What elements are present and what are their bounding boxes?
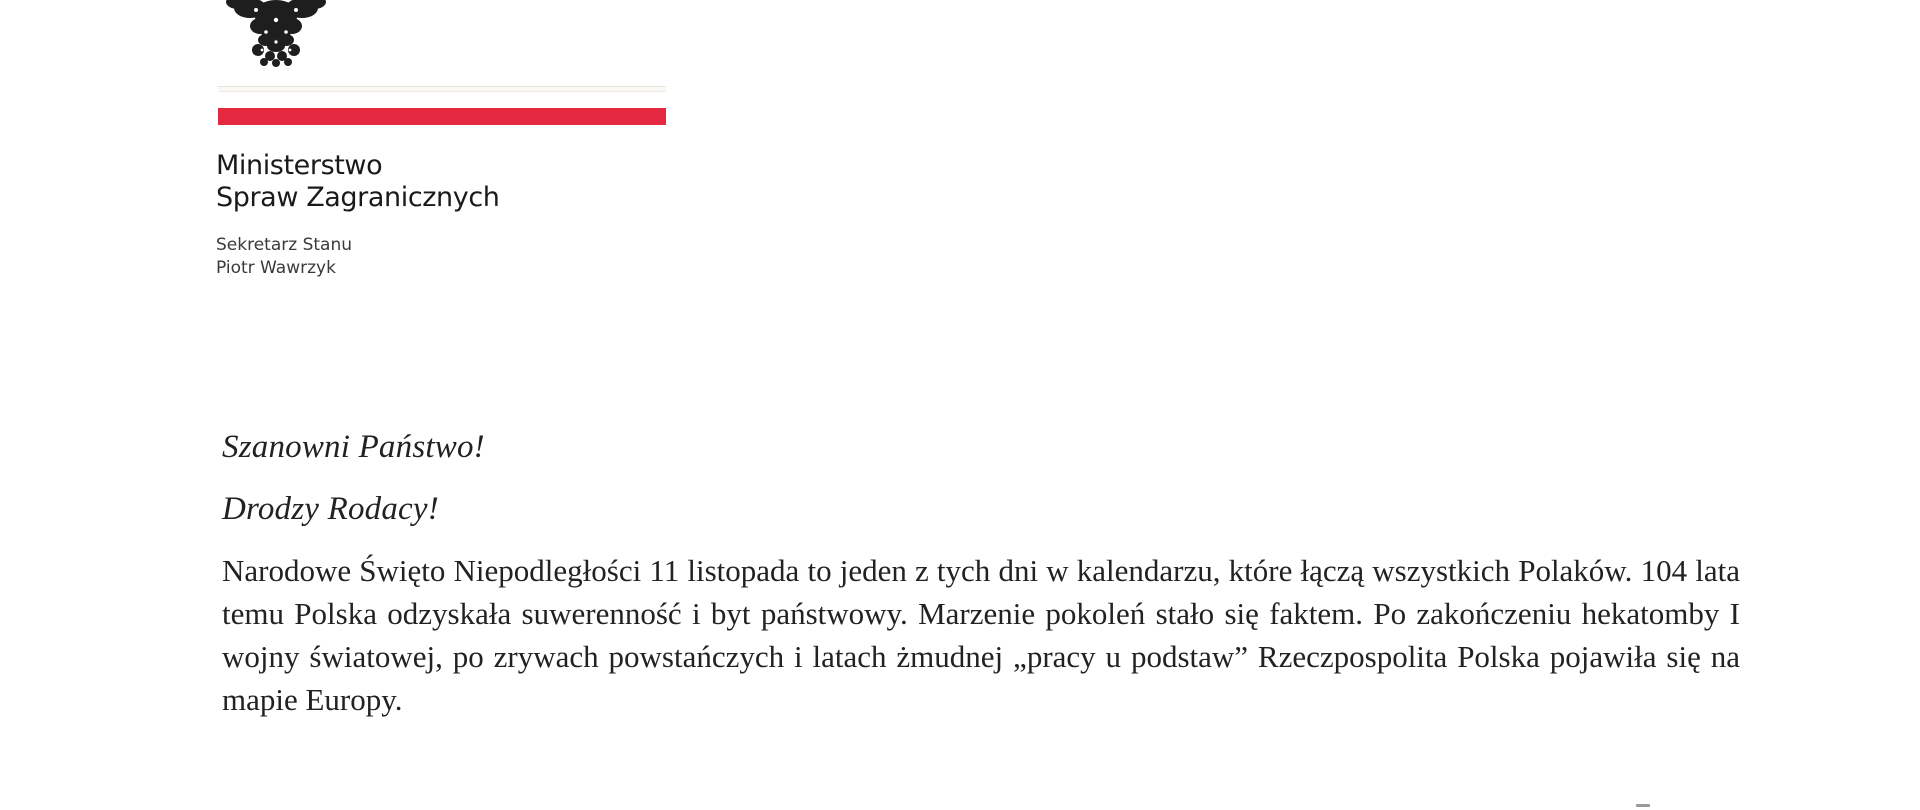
sender-position: Sekretarz Stanu (216, 235, 352, 255)
scan-mark (1636, 804, 1650, 807)
ministry-name-line-2: Spraw Zagranicznych (216, 181, 500, 213)
ministry-name-line-1: Ministerstwo (216, 150, 383, 181)
sender-name: Piotr Wawrzyk (216, 257, 336, 278)
sender-block (216, 234, 352, 280)
national-flag-bar (218, 86, 666, 125)
letter-body (222, 428, 1740, 721)
ministry-name (216, 150, 500, 214)
salutation-2: Drodzy Rodacy! (222, 490, 439, 527)
eagle-emblem-icon (216, 0, 336, 70)
paragraph-1: Narodowe Święto Niepodległości 11 listopada to jeden z tych dni w kalendarzu, które łączą wszystkich Polaków. 104 lata temu Polska odzyskała suwerenność i byt państwowy. Marzenie pokoleń stało się faktem. Po zakończeniu hekatomby I wojny światowej, po zrywach powstańczych i latach żmudnej „pracy u podstaw” Rzeczpospolita Polska pojawiła się na mapie Europy. (222, 553, 1740, 718)
salutation-1: Szanowni Państwo! (222, 429, 485, 465)
flag-red-stripe (218, 108, 666, 125)
